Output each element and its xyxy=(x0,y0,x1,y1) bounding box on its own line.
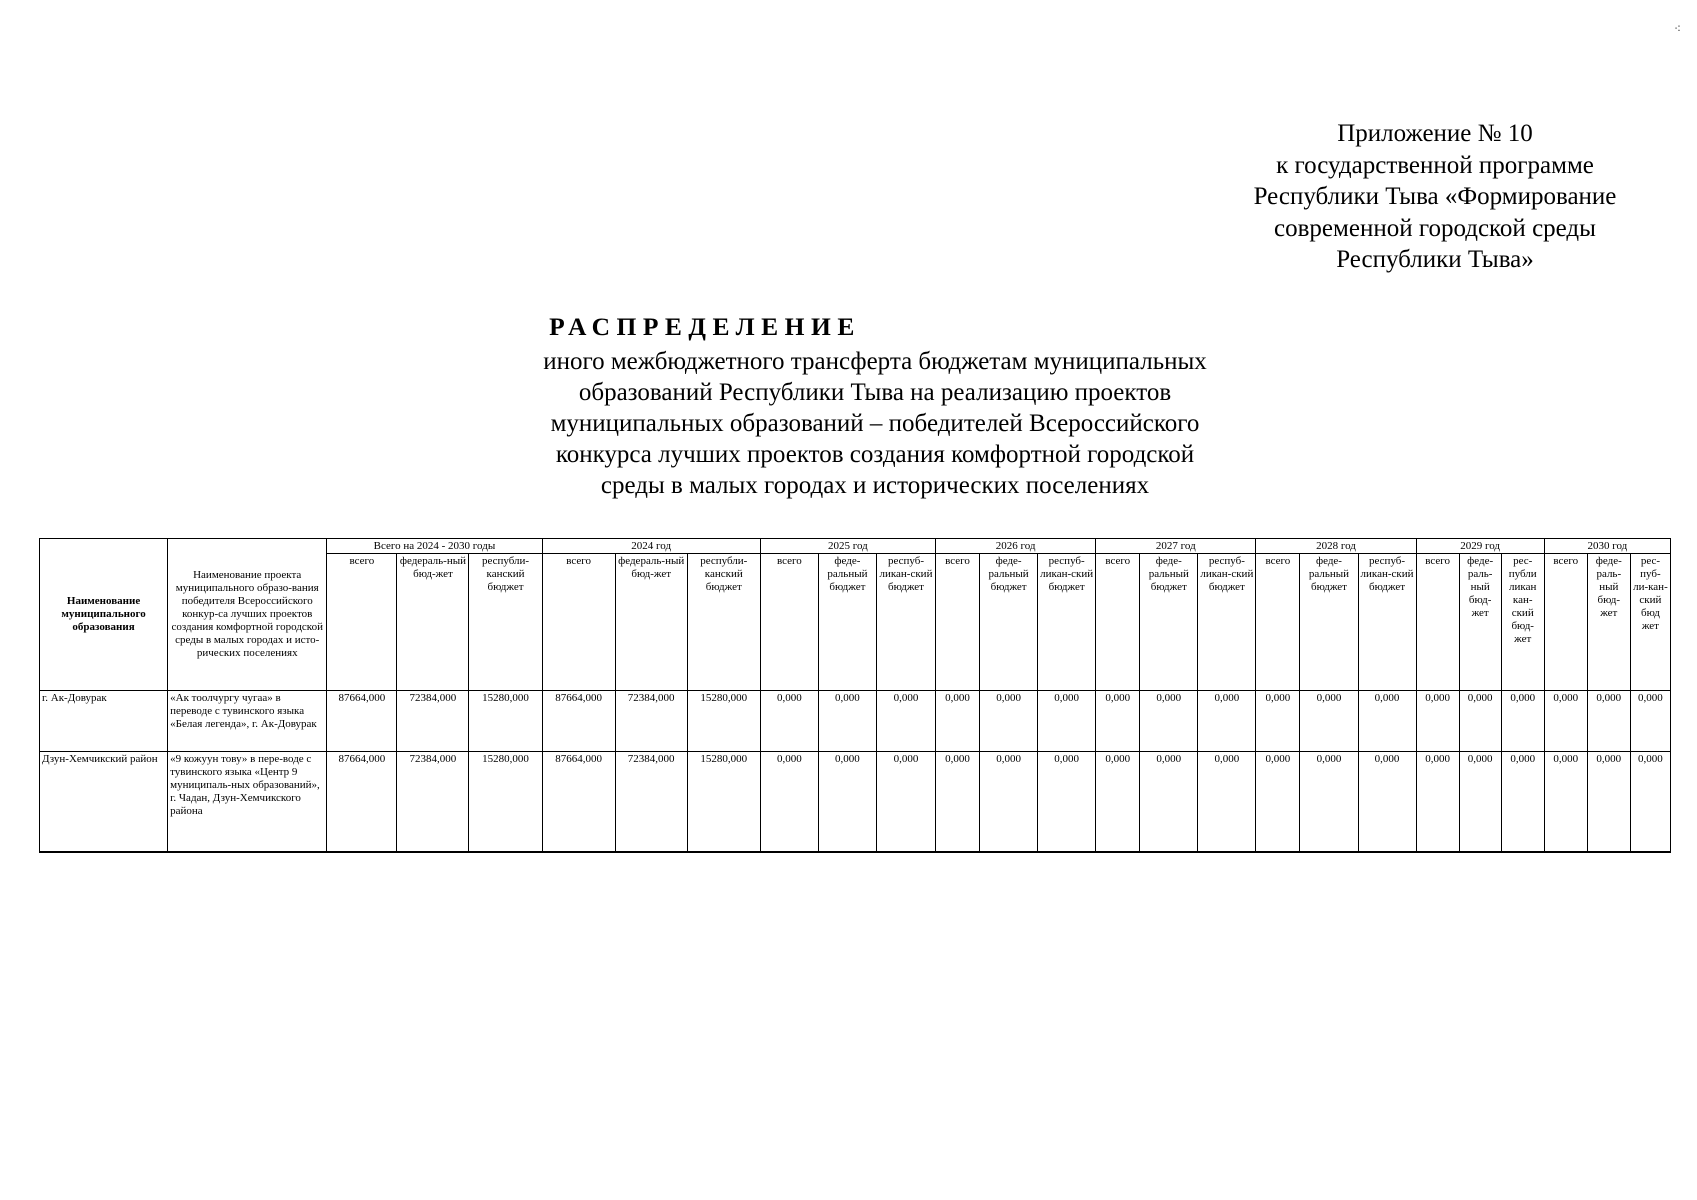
document-title: РАСПРЕДЕЛЕНИЕ xyxy=(549,312,861,341)
value-cell: 0,000 xyxy=(1501,691,1544,752)
table-header-periods xyxy=(40,539,1671,554)
value-cell: 87664,000 xyxy=(542,691,615,752)
table-row xyxy=(40,752,1671,853)
header-period-2024: 2024 год xyxy=(542,539,760,554)
document-subtitle xyxy=(465,346,1285,501)
header-subcolumn: республи-канский бюджет xyxy=(687,554,760,691)
appendix-line: Приложение № 10 xyxy=(1337,120,1533,147)
value-cell: 0,000 xyxy=(760,752,818,853)
value-cell: 0,000 xyxy=(1038,752,1096,853)
value-cell: 0,000 xyxy=(1256,752,1300,853)
value-cell: 72384,000 xyxy=(615,752,687,853)
value-cell: 0,000 xyxy=(1198,691,1256,752)
header-subcolumn: всего xyxy=(542,554,615,691)
value-cell: 0,000 xyxy=(1630,752,1670,853)
value-cell: 0,000 xyxy=(1300,752,1358,853)
project-cell: «9 кожуун тову» в пере-воде с тувинского языка «Центр 9 муниципаль-ных образований», г. Чадан, Дзун-Хемчикского района xyxy=(168,752,327,853)
header-period-2028: 2028 год xyxy=(1256,539,1416,554)
header-municipality: Наименование муниципального образования xyxy=(40,539,168,691)
value-cell: 0,000 xyxy=(1300,691,1358,752)
value-cell: 0,000 xyxy=(1459,691,1501,752)
value-cell: 0,000 xyxy=(876,752,935,853)
appendix-line: современной городской среды xyxy=(1274,214,1596,242)
value-cell: 0,000 xyxy=(1544,752,1587,853)
subtitle-line: иного межбюджетного трансферта бюджетам муниципальных xyxy=(543,348,1207,375)
header-subcolumn: респуб-ликан-ский бюджет xyxy=(1038,554,1096,691)
value-cell: 0,000 xyxy=(1459,752,1501,853)
header-subcolumn: феде-раль-ный бюд-жет xyxy=(1459,554,1501,691)
subtitle-line: образований Республики Тыва на реализацию проектов xyxy=(578,379,1172,406)
value-cell: 0,000 xyxy=(760,691,818,752)
header-subcolumn: рес-пуб-ли-кан-ский бюд жет xyxy=(1630,554,1670,691)
value-cell: 87664,000 xyxy=(327,752,397,853)
header-subcolumn: федераль-ный бюд-жет xyxy=(615,554,687,691)
header-subcolumn: респуб-ликан-ский бюджет xyxy=(1198,554,1256,691)
value-cell: 15280,000 xyxy=(687,752,760,853)
municipality-cell: г. Ак-Довурак xyxy=(40,691,168,752)
subtitle-line: среды в малых городах и исторических поселениях xyxy=(600,472,1150,499)
header-subcolumn: респуб-ликан-ский бюджет xyxy=(1358,554,1416,691)
value-cell: 0,000 xyxy=(980,752,1038,853)
value-cell: 0,000 xyxy=(1587,752,1630,853)
header-subcolumn: всего xyxy=(1256,554,1300,691)
header-subcolumn: всего xyxy=(760,554,818,691)
header-subcolumn: всего xyxy=(936,554,980,691)
subtitle-line: конкурса лучших проектов создания комфортной городской xyxy=(555,441,1195,468)
appendix-line: Республики Тыва «Формирование xyxy=(1253,183,1617,210)
value-cell: 0,000 xyxy=(1416,752,1459,853)
appendix-block xyxy=(1215,118,1655,276)
value-cell: 0,000 xyxy=(1630,691,1670,752)
table-row xyxy=(40,691,1671,752)
municipality-cell: Дзун-Хемчикский район xyxy=(40,752,168,853)
value-cell: 0,000 xyxy=(1358,752,1416,853)
value-cell: 0,000 xyxy=(818,691,876,752)
header-subcolumn: всего xyxy=(1544,554,1587,691)
subtitle-line: муниципальных образований – победителей Всероссийского xyxy=(550,410,1200,437)
header-subcolumn: феде-ральный бюджет xyxy=(980,554,1038,691)
header-period-2026: 2026 год xyxy=(936,539,1096,554)
header-period-2030: 2030 год xyxy=(1544,539,1670,554)
value-cell: 0,000 xyxy=(1416,691,1459,752)
value-cell: 0,000 xyxy=(1096,691,1140,752)
value-cell: 72384,000 xyxy=(615,691,687,752)
header-period-2027: 2027 год xyxy=(1096,539,1256,554)
value-cell: 72384,000 xyxy=(397,691,469,752)
value-cell: 0,000 xyxy=(1544,691,1587,752)
value-cell: 15280,000 xyxy=(469,691,542,752)
value-cell: 0,000 xyxy=(1587,691,1630,752)
header-subcolumn: федераль-ный бюд-жет xyxy=(397,554,469,691)
value-cell: 0,000 xyxy=(936,691,980,752)
value-cell: 0,000 xyxy=(1096,752,1140,853)
header-subcolumn: феде-ральный бюджет xyxy=(818,554,876,691)
appendix-line: к государственной программе xyxy=(1276,151,1594,179)
value-cell: 0,000 xyxy=(818,752,876,853)
header-subcolumn: всего xyxy=(327,554,397,691)
value-cell: 0,000 xyxy=(1140,691,1198,752)
value-cell: 0,000 xyxy=(1038,691,1096,752)
value-cell: 15280,000 xyxy=(469,752,542,853)
value-cell: 15280,000 xyxy=(687,691,760,752)
distribution-table xyxy=(39,538,1671,853)
value-cell: 0,000 xyxy=(936,752,980,853)
value-cell: 87664,000 xyxy=(542,752,615,853)
value-cell: 0,000 xyxy=(1358,691,1416,752)
header-period-2025: 2025 год xyxy=(760,539,935,554)
value-cell: 0,000 xyxy=(980,691,1038,752)
project-cell: «Ак тоолчургу чугаа» в переводе с тувинского языка «Белая легенда», г. Ак-Довурак xyxy=(168,691,327,752)
value-cell: 87664,000 xyxy=(327,691,397,752)
header-period-2029: 2029 год xyxy=(1416,539,1544,554)
header-subcolumn: респуб-ликан-ский бюджет xyxy=(876,554,935,691)
appendix-line: Республики Тыва» xyxy=(1336,246,1534,273)
value-cell: 0,000 xyxy=(1140,752,1198,853)
scan-corner-mark: ⁖ xyxy=(1674,22,1682,36)
header-subcolumn: феде-ральный бюджет xyxy=(1140,554,1198,691)
header-subcolumn: всего xyxy=(1416,554,1459,691)
value-cell: 0,000 xyxy=(1198,752,1256,853)
value-cell: 0,000 xyxy=(1256,691,1300,752)
header-subcolumn: республи-канский бюджет xyxy=(469,554,542,691)
header-subcolumn: всего xyxy=(1096,554,1140,691)
value-cell: 0,000 xyxy=(876,691,935,752)
value-cell: 72384,000 xyxy=(397,752,469,853)
header-subcolumn: рес-публи ликан кан-ский бюд-жет xyxy=(1501,554,1544,691)
header-period-total: Всего на 2024 - 2030 годы xyxy=(327,539,542,554)
header-subcolumn: феде-ральный бюджет xyxy=(1300,554,1358,691)
value-cell: 0,000 xyxy=(1501,752,1544,853)
header-subcolumn: феде-раль-ный бюд-жет xyxy=(1587,554,1630,691)
header-project: Наименование проекта муниципального образо-вания победителя Всероссийского конкур-са лучших проектов создания комфортной городской среды в малых городах и исто-рических поселениях xyxy=(168,539,327,691)
